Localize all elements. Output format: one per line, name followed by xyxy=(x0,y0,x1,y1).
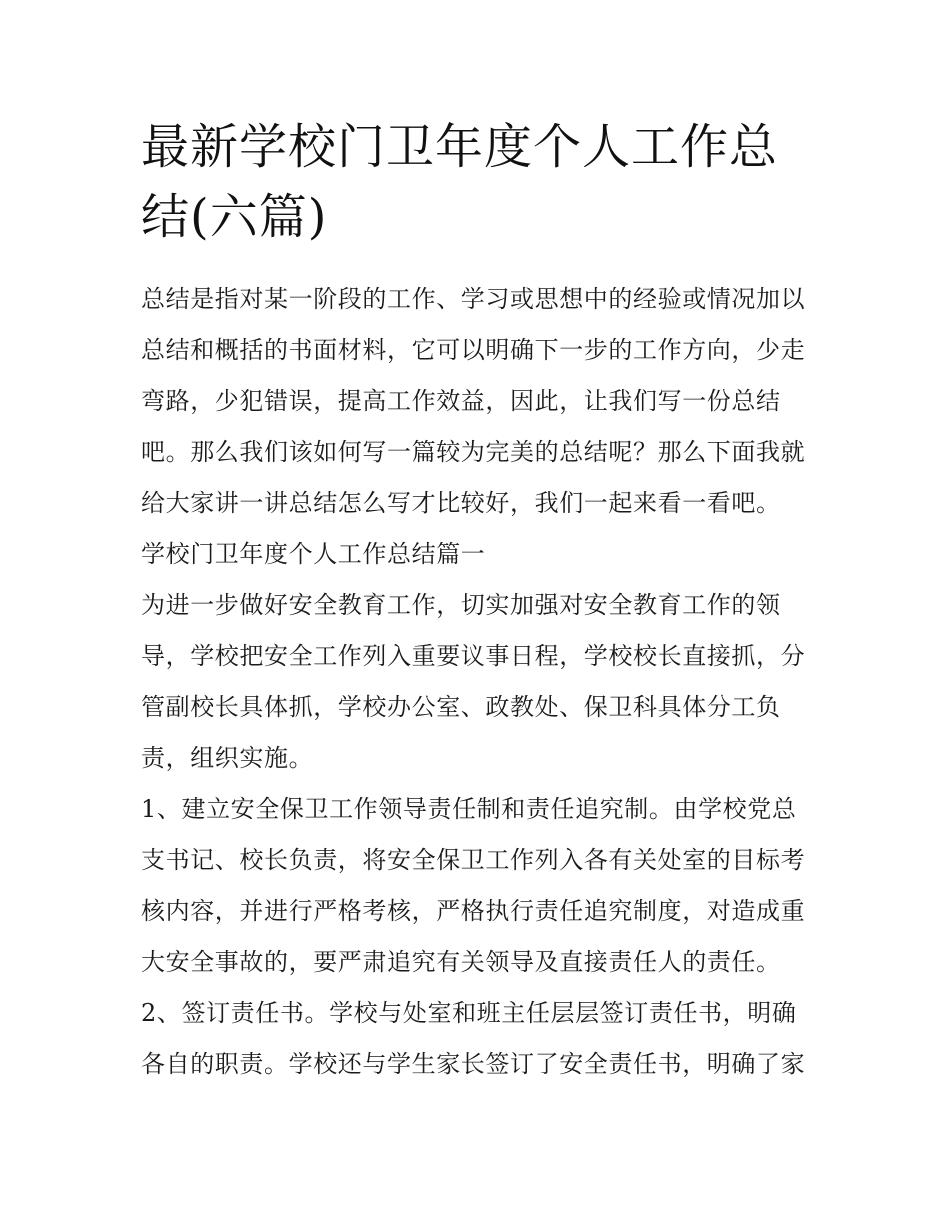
section-heading: 学校门卫年度个人工作总结篇一 xyxy=(141,540,486,568)
body-paragraph: 1、建立安全保卫工作领导责任制和责任追究制。由学校党总支书记、校长负责，将安全保卫工作列入各有关处室的目标考核内容，并进行严格考核，严格执行责任追究制度，对造成重大安全事故的，要严肃追究有关领导及直接责任人的责任。 xyxy=(141,795,806,976)
body-paragraph: 2、签订责任书。学校与处室和班主任层层签订责任书，明确各自的职责。学校还与学生家长签订了安全责任书，明确了家 xyxy=(141,999,806,1078)
document-title: 最新学校门卫年度个人工作总结(六篇) xyxy=(141,119,779,245)
intro-paragraph: 总结是指对某一阶段的工作、学习或思想中的经验或情况加以总结和概括的书面材料，它可以明确下一步的工作方向，少走弯路，少犯错误，提高工作效益，因此，让我们写一份总结吧。那么我们该如何写一篇较为完美的总结呢？那么下面我就给大家讲一讲总结怎么写才比较好，我们一起来看一看吧。 xyxy=(141,285,806,517)
document-body xyxy=(141,112,821,1090)
body-paragraph: 为进一步做好安全教育工作，切实加强对安全教育工作的领导，学校把安全工作列入重要议事日程，学校校长直接抓，分管副校长具体抓，学校办公室、政教处、保卫科具体分工负责，组织实施。 xyxy=(141,591,806,772)
